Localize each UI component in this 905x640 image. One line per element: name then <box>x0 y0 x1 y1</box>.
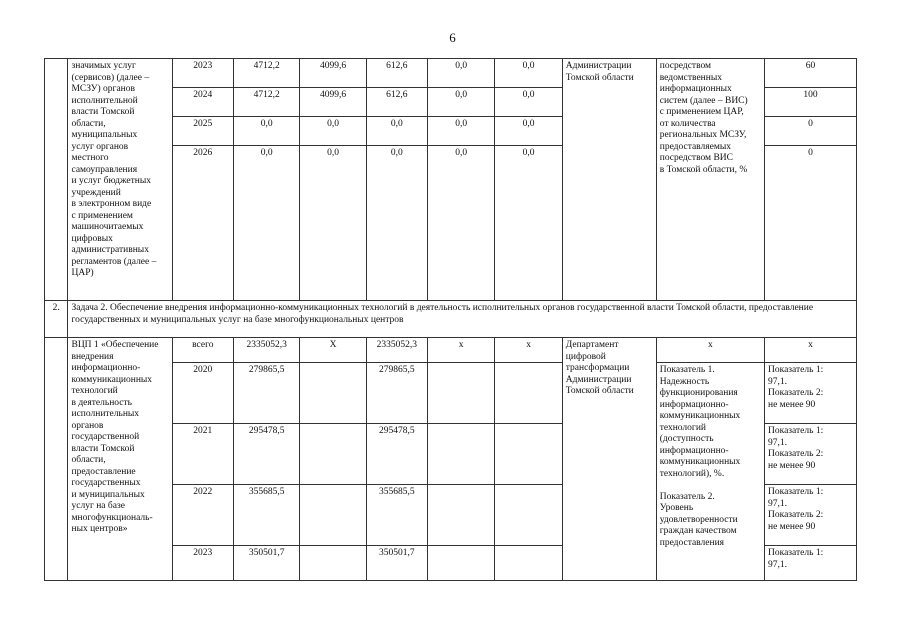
amount-total: 4712,2 <box>233 88 299 117</box>
year-cell: 2025 <box>172 117 233 146</box>
amount-other <box>495 485 562 546</box>
year-cell: 2020 <box>172 363 233 424</box>
indicator-cell: х <box>656 338 764 363</box>
amount-total: 2335052,3 <box>233 338 299 363</box>
indicator-value: 0 <box>765 146 857 301</box>
year-cell: 2023 <box>172 546 233 581</box>
amount-total: 295478,5 <box>233 424 299 485</box>
indicator-value: Показатель 1: 97,1. Показатель 2: не менее 90 <box>765 485 857 546</box>
amount-local <box>427 546 494 581</box>
amount-other: 0,0 <box>495 59 562 88</box>
year-cell: 2023 <box>172 59 233 88</box>
amount-federal: 4099,6 <box>300 59 366 88</box>
page-number: 6 <box>449 30 456 45</box>
amount-local <box>427 363 494 424</box>
measure-description: значимых услуг (сервисов) (далее – МСЗУ) органов исполнительной власти Томской области, муниципальных услуг органов местного самоуправления и услуг бюджетных учреждений в электронном виде с применением машиночитаемых цифровых административных регламентов (далее – ЦАР) <box>68 59 172 301</box>
amount-other <box>495 424 562 485</box>
amount-total: 4712,2 <box>233 59 299 88</box>
amount-local <box>427 424 494 485</box>
amount-federal: 4099,6 <box>300 88 366 117</box>
indicator-value: х <box>765 338 857 363</box>
amount-federal <box>300 424 366 485</box>
amount-regional: 612,6 <box>366 59 427 88</box>
table-row <box>45 59 857 88</box>
indicator-value: 60 <box>765 59 857 88</box>
amount-local: 0,0 <box>427 59 494 88</box>
amount-total: 355685,5 <box>233 485 299 546</box>
amount-total: 0,0 <box>233 146 299 301</box>
indicator-value: Показатель 1: 97,1. Показатель 2: не менее 90 <box>765 363 857 424</box>
amount-federal <box>300 485 366 546</box>
amount-other: х <box>495 338 562 363</box>
amount-regional: 612,6 <box>366 88 427 117</box>
program-description: ВЦП 1 «Обеспечение внедрения информационно- коммуникационных технологий в деятельность исполнительных органов государственной власти Томской области, предоставление государственных и муниципальных услуг на базе многофункциональ- ных центров» <box>68 338 172 581</box>
amount-regional: 355685,5 <box>366 485 427 546</box>
task-row <box>45 301 857 338</box>
indicator-value: Показатель 1: 97,1. <box>765 546 857 581</box>
amount-local: 0,0 <box>427 117 494 146</box>
amount-federal: 0,0 <box>300 117 366 146</box>
amount-total: 279865,5 <box>233 363 299 424</box>
amount-regional: 2335052,3 <box>366 338 427 363</box>
year-cell: 2022 <box>172 485 233 546</box>
indicator-value: Показатель 1: 97,1. Показатель 2: не менее 90 <box>765 424 857 485</box>
indicator-cell: Показатель 1. Надежность функционирования информационно- коммуникационных технологий (доступность информационно- коммуникационных технологий), %. Показатель 2. Уровень удовлетворенности граждан качеством предоставления <box>656 363 764 581</box>
amount-local: 0,0 <box>427 146 494 301</box>
task-text: Задача 2. Обеспечение внедрения информационно-коммуникационных технологий в деятельность исполнительных органов государственной власти Томской области, предоставление государственных и муниципальных услуг на базе многофункциональных центров <box>68 301 857 338</box>
year-cell: 2026 <box>172 146 233 301</box>
amount-regional: 0,0 <box>366 117 427 146</box>
year-cell: 2024 <box>172 88 233 117</box>
amount-local: 0,0 <box>427 88 494 117</box>
amount-federal <box>300 363 366 424</box>
row-number-cell <box>45 59 68 301</box>
executor-cell: Департамент цифровой трансформации Администрации Томской области <box>562 338 656 581</box>
amount-regional: 279865,5 <box>366 363 427 424</box>
row-number-cell <box>45 338 68 581</box>
amount-other <box>495 546 562 581</box>
amount-regional: 350501,7 <box>366 546 427 581</box>
year-cell: 2021 <box>172 424 233 485</box>
amount-other: 0,0 <box>495 88 562 117</box>
amount-local: х <box>427 338 494 363</box>
indicator-value: 0 <box>765 117 857 146</box>
indicator-cell: посредством ведомственных информационных систем (далее – ВИС) с применением ЦАР, от количества региональных МСЗУ, предоставляемых посредством ВИС в Томской области, % <box>656 59 764 301</box>
task-number: 2. <box>45 301 68 338</box>
amount-regional: 295478,5 <box>366 424 427 485</box>
amount-other: 0,0 <box>495 146 562 301</box>
year-cell: всего <box>172 338 233 363</box>
amount-federal: Х <box>300 338 366 363</box>
amount-federal <box>300 546 366 581</box>
amount-total: 350501,7 <box>233 546 299 581</box>
amount-local <box>427 485 494 546</box>
executor-cell: Администрации Томской области <box>562 59 656 301</box>
amount-other <box>495 363 562 424</box>
table-row <box>45 338 857 363</box>
amount-federal: 0,0 <box>300 146 366 301</box>
program-table <box>44 58 857 581</box>
amount-total: 0,0 <box>233 117 299 146</box>
indicator-value: 100 <box>765 88 857 117</box>
amount-other: 0,0 <box>495 117 562 146</box>
amount-regional: 0,0 <box>366 146 427 301</box>
